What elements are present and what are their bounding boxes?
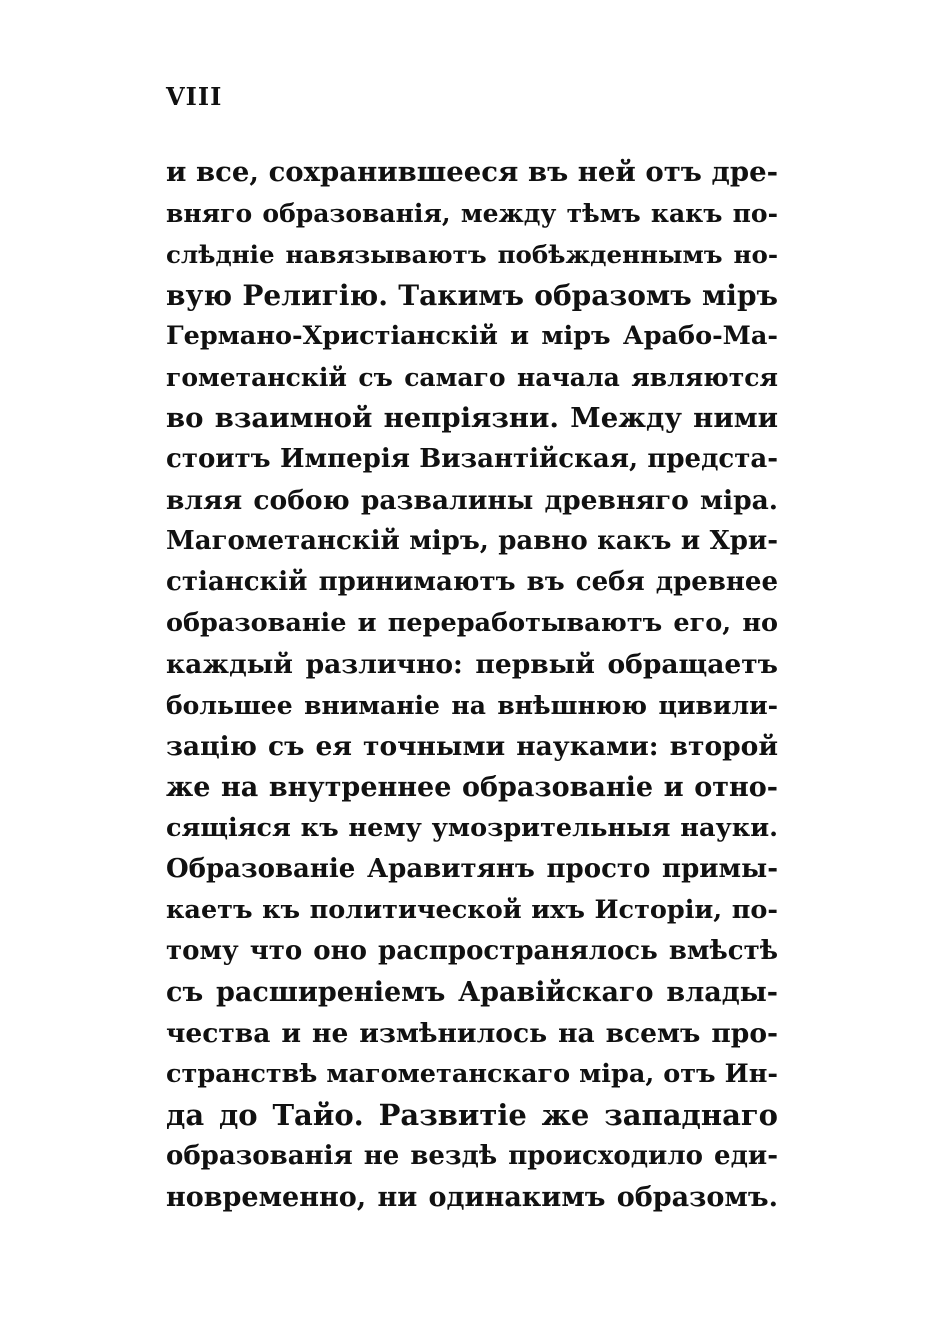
text-line: зацію съ ея точными науками: второй [166,731,778,762]
text-line: Образованіе Аравитянъ просто примы- [166,854,778,884]
text-line: же на внутреннее образованіе и отно- [166,772,778,803]
text-line: слѣдніе навязываютъ побѣжденнымъ но- [166,240,778,269]
text-line: стоитъ Имперія Византійская, предста- [166,444,778,474]
text-line: большее вниманіе на внѣшнюю цивили- [166,691,778,720]
text-line: вляя собою развалины древняго міра. [166,485,778,516]
text-line: вую Религію. Такимъ образомъ міръ [166,279,778,312]
text-line: Германо-Христіанскій и міръ Арабо-Ма- [166,321,778,351]
text-line: стіанскій принимаютъ въ себя древнее [166,567,778,597]
text-line: сящіяся къ нему умозрительныя науки. [166,813,778,843]
text-line: странствѣ магометанскаго міра, отъ Ин- [166,1059,778,1089]
text-line: во взаимной непріязни. Между ними [166,402,778,434]
text-line: тому что оно распространялось вмѣстѣ [166,936,778,966]
text-line: гометанскій съ самаго начала являются [166,363,778,392]
text-line: каждый различно: первый обращаетъ [166,649,778,680]
text-line: Магометанскій міръ, равно какъ и Хри- [166,526,778,556]
text-line: вняго образованія, между тѣмъ какъ по- [166,199,778,228]
text-line: образованіе и переработываютъ его, но [166,608,778,638]
text-line: образованія не вездѣ происходило еди- [166,1141,778,1171]
text-line: каетъ къ политической ихъ Исторіи, по- [166,895,778,925]
page-number: VIII [166,82,223,111]
body-text [166,152,778,1218]
text-line: чества и не измѣнилось на всемъ про- [166,1018,778,1049]
text-line: и все, сохранившееся въ ней отъ дре- [166,156,778,188]
text-line: да до Тайо. Развитіе же западнаго [166,1098,778,1132]
text-line: новременно, ни одинакимъ образомъ. [166,1182,778,1213]
text-line: съ расширеніемъ Аравійскаго влады- [166,977,778,1008]
